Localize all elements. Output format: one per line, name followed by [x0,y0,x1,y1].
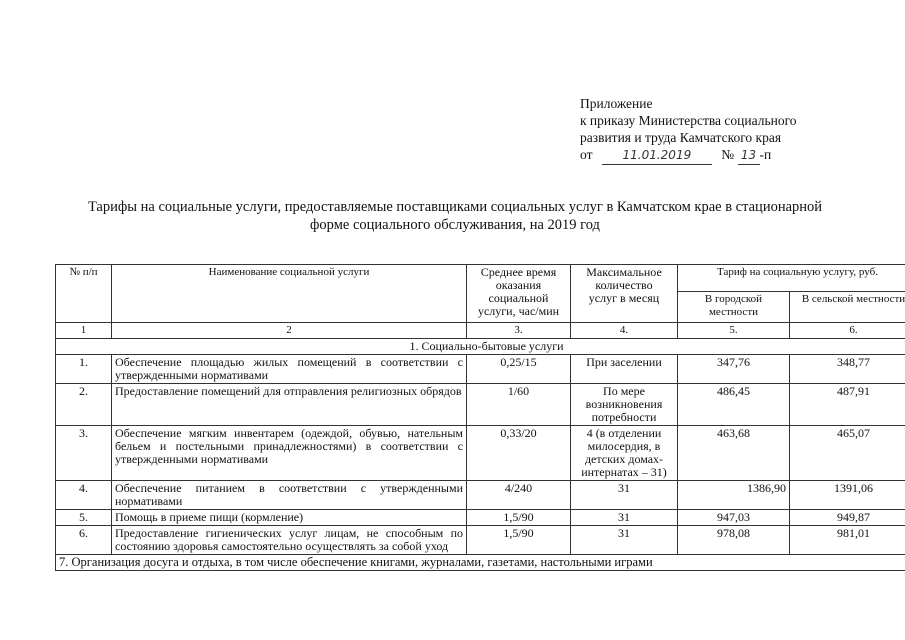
col-number-5: 5. [678,323,790,339]
table-row [56,355,905,384]
service-max: 31 [571,510,678,526]
handwritten-number: 13 [738,147,760,165]
tariff-table [55,264,905,571]
tariff-rural: 465,07 [790,426,905,481]
service-time: 4/240 [467,481,571,510]
table-row-7 [56,555,905,571]
col-number-2: 2 [112,323,467,339]
row-num: 1. [56,355,112,384]
col-number-3: 3. [467,323,571,339]
header-name: Наименование социальной услуги [112,265,467,323]
tariff-urban: 463,68 [678,426,790,481]
service-time: 0,25/15 [467,355,571,384]
title-line-2: форме социального обслуживания, на 2019 год [310,217,600,233]
row-num: 4. [56,481,112,510]
tariff-rural: 981,01 [790,526,905,555]
header-rural: В сельской местности [790,292,905,323]
header-row [56,265,905,292]
tariff-rural: 949,87 [790,510,905,526]
tariff-urban: 1386,90 [678,481,790,510]
tariff-urban: 347,76 [678,355,790,384]
service-max: При заселении [571,355,678,384]
tariff-rural: 1391,06 [790,481,905,510]
annex-block [580,95,797,165]
header-urban: В городской местности [678,292,790,323]
col-number-1: 1 [56,323,112,339]
service-name: Предоставление помещений для отправления религиозных обрядов [112,384,467,426]
header-time: Среднее время оказания социальной услуги, час/мин [467,265,571,323]
title-line-1: Тарифы на социальные услуги, предоставляемые поставщиками социальных услуг в Камчатском крае в стационарной [87,199,823,215]
table-row [56,426,905,481]
service-time: 0,33/20 [467,426,571,481]
service-name: Помощь в приеме пищи (кормление) [112,510,467,526]
table-row [56,481,905,510]
service-max: 31 [571,481,678,510]
document-title [40,198,870,234]
table-row [56,510,905,526]
number-suffix: -п [759,147,772,162]
service-time: 1/60 [467,384,571,426]
row-num: 2. [56,384,112,426]
header-tariff: Тариф на социальную услугу, руб. [678,265,905,292]
tariff-urban: 947,03 [678,510,790,526]
table-row [56,384,905,426]
service-name: Предоставление гигиенических услуг лицам, не способным по состоянию здоровья самостоятельно осуществлять за собой уход [112,526,467,555]
row-7-text: 7. Организация досуга и отдыха, в том числе обеспечение книгами, журналами, газетами, настольными играми [56,555,905,571]
annex-line-2: к приказу Министерства социального [580,113,797,128]
service-name: Обеспечение площадью жилых помещений в соответствии с утвержденными нормативами [112,355,467,384]
col-number-6: 6. [790,323,905,339]
header-max: Максимальное количество услуг в месяц [571,265,678,323]
service-time: 1,5/90 [467,526,571,555]
handwritten-date: 11.01.2019 [602,147,712,165]
tariff-rural: 487,91 [790,384,905,426]
column-numbers-row [56,323,905,339]
annex-line-3: развития и труда Камчатского края [580,130,782,145]
service-name: Обеспечение мягким инвентарем (одеждой, обувью, нательным бельем и постельными принадлежностями) в соответствии с утвержденными нормативами [112,426,467,481]
date-prefix: от [580,147,593,162]
service-max: По мере возникновения потребности [571,384,678,426]
col-number-4: 4. [571,323,678,339]
tariff-rural: 348,77 [790,355,905,384]
section-row [56,339,905,355]
service-max: 31 [571,526,678,555]
table-row [56,526,905,555]
row-num: 3. [56,426,112,481]
section-title: 1. Социально-бытовые услуги [56,339,905,355]
header-num: № п/п [56,265,112,323]
number-prefix: № [721,147,735,162]
service-time: 1,5/90 [467,510,571,526]
service-name: Обеспечение питанием в соответствии с утвержденными нормативами [112,481,467,510]
annex-line-1: Приложение [580,96,653,111]
row-num: 6. [56,526,112,555]
tariff-urban: 486,45 [678,384,790,426]
tariff-urban: 978,08 [678,526,790,555]
row-num: 5. [56,510,112,526]
annex-date-line [580,146,797,165]
service-max: 4 (в отделении милосердия, в детских домах-интернатах – 31) [571,426,678,481]
